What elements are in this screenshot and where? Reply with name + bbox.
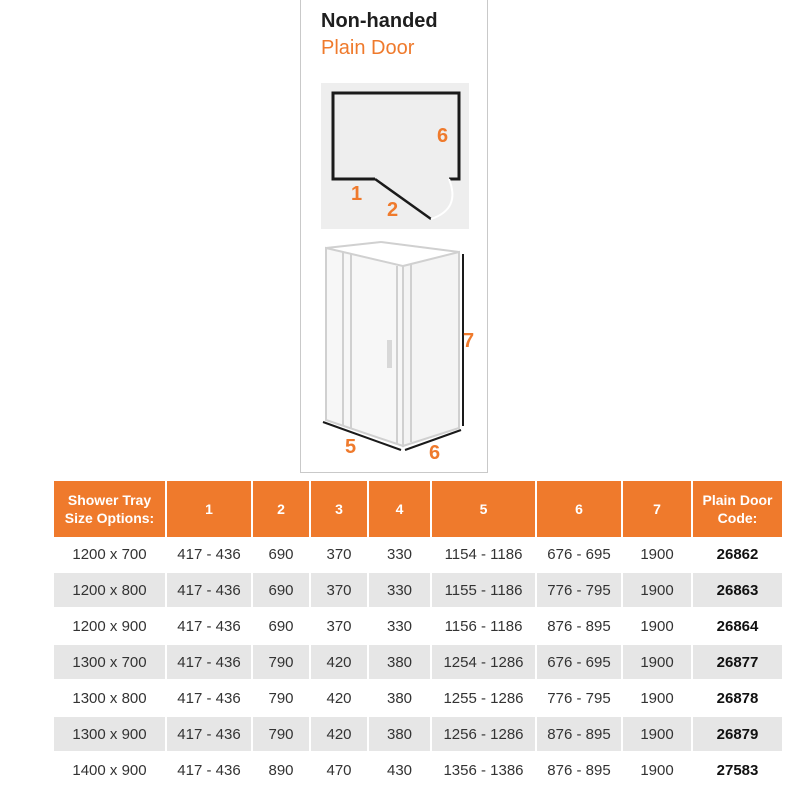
dimension-cell: 417 - 436 <box>167 681 251 717</box>
door-code-cell: 26864 <box>693 609 782 645</box>
dimension-cell: 330 <box>369 609 430 645</box>
tray-size-cell: 1200 x 900 <box>54 609 165 645</box>
door-code-cell: 26878 <box>693 681 782 717</box>
plan-door-panel <box>375 179 431 219</box>
tray-size-cell: 1300 x 900 <box>54 717 165 753</box>
header-tray-size: Shower Tray Size Options: <box>54 481 165 537</box>
dimension-cell: 1156 - 1186 <box>432 609 535 645</box>
table-row <box>54 717 782 753</box>
dimension-cell: 417 - 436 <box>167 753 251 789</box>
header-dim-2: 2 <box>253 481 309 537</box>
dimension-cell: 776 - 795 <box>537 573 621 609</box>
dimension-cell: 470 <box>311 753 367 789</box>
door-code-cell: 26863 <box>693 573 782 609</box>
dimension-cell: 380 <box>369 681 430 717</box>
dimension-cell: 420 <box>311 681 367 717</box>
dimension-cell: 676 - 695 <box>537 645 621 681</box>
dimension-cell: 417 - 436 <box>167 717 251 753</box>
dimension-cell: 876 - 895 <box>537 753 621 789</box>
table-row <box>54 537 782 573</box>
tray-size-cell: 1400 x 900 <box>54 753 165 789</box>
dimension-cell: 776 - 795 <box>537 681 621 717</box>
tray-size-cell: 1200 x 700 <box>54 537 165 573</box>
dimension-cell: 1255 - 1286 <box>432 681 535 717</box>
header-dim-7: 7 <box>623 481 691 537</box>
dimension-cell: 1256 - 1286 <box>432 717 535 753</box>
table-row <box>54 609 782 645</box>
elevation-view-diagram <box>321 240 475 464</box>
header-door-code: Plain Door Code: <box>693 481 782 537</box>
dimension-cell: 1356 - 1386 <box>432 753 535 789</box>
dimension-cell: 1900 <box>623 645 691 681</box>
dimension-cell: 1155 - 1186 <box>432 573 535 609</box>
header-dim-1: 1 <box>167 481 251 537</box>
tray-size-cell: 1200 x 800 <box>54 573 165 609</box>
dimension-cell: 417 - 436 <box>167 573 251 609</box>
header-dim-3: 3 <box>311 481 367 537</box>
dimension-cell: 1254 - 1286 <box>432 645 535 681</box>
dimension-cell: 1900 <box>623 537 691 573</box>
dimension-cell: 1900 <box>623 717 691 753</box>
door-code-cell: 26877 <box>693 645 782 681</box>
table-row <box>54 645 782 681</box>
dimension-cell: 420 <box>311 717 367 753</box>
elevation-label-7: 7 <box>463 330 475 352</box>
door-code-cell: 27583 <box>693 753 782 789</box>
dimension-cell: 430 <box>369 753 430 789</box>
dimension-cell: 690 <box>253 537 309 573</box>
dimension-cell: 690 <box>253 573 309 609</box>
door-code-cell: 26862 <box>693 537 782 573</box>
dimension-cell: 876 - 895 <box>537 609 621 645</box>
dimension-cell: 790 <box>253 681 309 717</box>
dimension-cell: 370 <box>311 537 367 573</box>
dimension-cell: 330 <box>369 573 430 609</box>
dimension-cell: 380 <box>369 717 430 753</box>
door-handle <box>387 340 392 368</box>
elevation-label-6: 6 <box>429 442 441 464</box>
plan-label-2: 2 <box>387 199 399 221</box>
dimension-cell: 330 <box>369 537 430 573</box>
dimension-cell: 1900 <box>623 609 691 645</box>
elevation-label-5: 5 <box>345 436 357 458</box>
tray-size-cell: 1300 x 800 <box>54 681 165 717</box>
dimension-cell: 417 - 436 <box>167 645 251 681</box>
plan-label-6: 6 <box>437 125 449 147</box>
dimension-cell: 690 <box>253 609 309 645</box>
header-dim-6: 6 <box>537 481 621 537</box>
dimension-cell: 890 <box>253 753 309 789</box>
plan-label-1: 1 <box>351 183 363 205</box>
plan-door-swing-arc <box>431 179 452 219</box>
product-subtitle: Plain Door <box>321 37 415 59</box>
dimension-cell: 676 - 695 <box>537 537 621 573</box>
dimension-cell: 417 - 436 <box>167 537 251 573</box>
dimension-cell: 417 - 436 <box>167 609 251 645</box>
product-diagram-panel <box>300 0 488 473</box>
door-code-cell: 26879 <box>693 717 782 753</box>
dimension-cell: 380 <box>369 645 430 681</box>
plan-view-diagram <box>321 83 469 229</box>
size-options-table <box>52 481 784 789</box>
dimension-cell: 1900 <box>623 681 691 717</box>
dimension-cell: 876 - 895 <box>537 717 621 753</box>
dimension-cell: 1154 - 1186 <box>432 537 535 573</box>
dimension-cell: 370 <box>311 609 367 645</box>
dimension-cell: 370 <box>311 573 367 609</box>
table-row <box>54 753 782 789</box>
table-body <box>54 537 782 789</box>
dimension-cell: 1900 <box>623 573 691 609</box>
product-title: Non-handed <box>321 10 438 32</box>
header-dim-5: 5 <box>432 481 535 537</box>
dimension-cell: 790 <box>253 645 309 681</box>
table-header-row <box>54 481 782 537</box>
dimension-cell: 790 <box>253 717 309 753</box>
dimension-cell: 1900 <box>623 753 691 789</box>
elevation-view-svg <box>321 240 469 462</box>
header-dim-4: 4 <box>369 481 430 537</box>
tray-size-cell: 1300 x 700 <box>54 645 165 681</box>
table-row <box>54 681 782 717</box>
table-row <box>54 573 782 609</box>
dimension-cell: 420 <box>311 645 367 681</box>
